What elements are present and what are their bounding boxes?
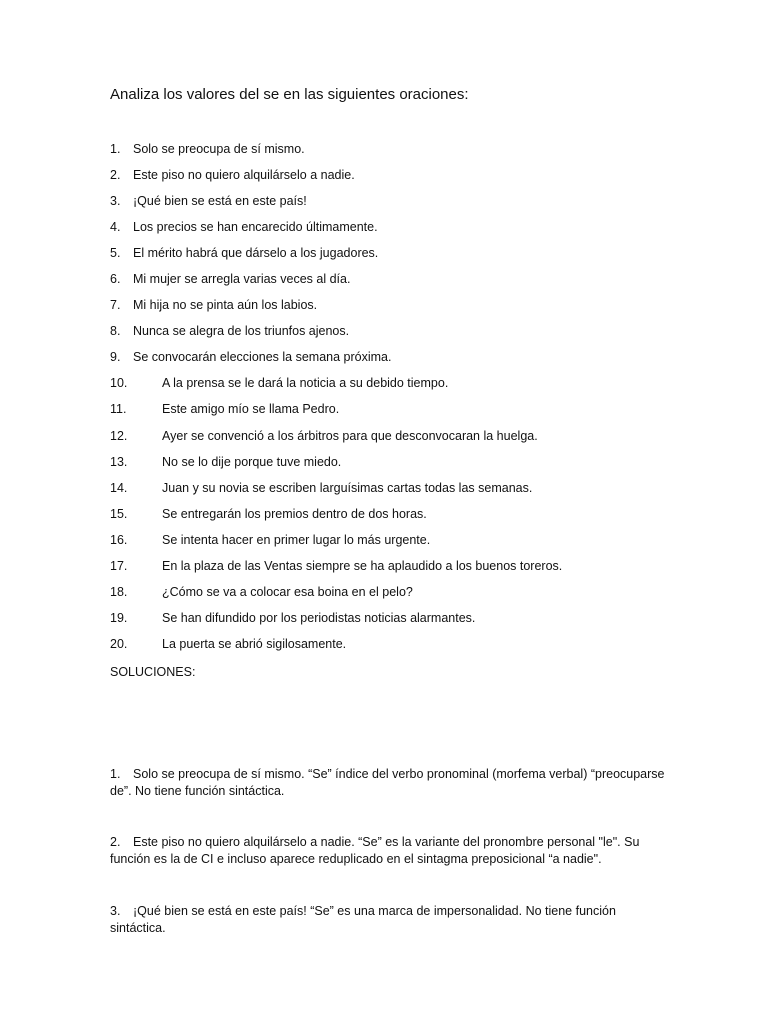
item-number: 17. [110, 558, 128, 573]
item-text: Este amigo mío se llama Pedro. [162, 402, 340, 417]
list-item [110, 584, 562, 610]
item-text: Se convocarán elecciones la semana próxima. [133, 350, 392, 365]
item-number: 15. [110, 506, 128, 521]
list-item [110, 141, 562, 167]
list-item [110, 636, 562, 662]
item-text: En la plaza de las Ventas siempre se ha aplaudido a los buenos toreros. [162, 558, 563, 573]
item-text: ¿Cómo se va a colocar esa boina en el pelo? [162, 584, 413, 599]
item-text: Nunca se alegra de los triunfos ajenos. [133, 324, 350, 339]
item-text: Este piso no quiero alquilárselo a nadie. [133, 168, 355, 183]
item-text: A la prensa se le dará la noticia a su debido tiempo. [162, 376, 449, 391]
item-number: 19. [110, 610, 128, 625]
solution-number: 3. [110, 904, 121, 918]
item-text: ¡Qué bien se está en este país! [133, 194, 307, 209]
item-text: Mi hija no se pinta aún los labios. [133, 298, 318, 313]
list-item [110, 349, 562, 375]
list-item [110, 610, 562, 636]
list-item [110, 506, 562, 532]
item-number: 8. [110, 324, 121, 339]
solution-number: 2. [110, 835, 121, 849]
solution-paragraph [110, 766, 670, 800]
list-item [110, 532, 562, 558]
list-item [110, 245, 562, 271]
list-item [110, 428, 562, 454]
item-number: 16. [110, 532, 128, 547]
item-number: 20. [110, 636, 128, 651]
item-text: Se entregarán los premios dentro de dos horas. [162, 506, 427, 521]
list-item [110, 323, 562, 349]
list-item [110, 219, 562, 245]
item-number: 12. [110, 428, 128, 443]
list-item [110, 167, 562, 193]
list-item [110, 454, 562, 480]
sentence-list [110, 141, 562, 662]
item-number: 6. [110, 272, 121, 287]
item-text: Los precios se han encarecido últimamente. [133, 220, 378, 235]
item-text: Mi mujer se arregla varias veces al día. [133, 272, 351, 287]
item-text: Se han difundido por los periodistas noticias alarmantes. [162, 610, 476, 625]
item-number: 9. [110, 350, 121, 365]
list-item [110, 401, 562, 427]
item-text: Ayer se convenció a los árbitros para que desconvocaran la huelga. [162, 428, 538, 443]
item-number: 11. [110, 402, 127, 417]
solution-paragraph [110, 903, 670, 937]
item-number: 18. [110, 584, 128, 599]
item-text: El mérito habrá que dárselo a los jugadores. [133, 246, 379, 261]
page-title: Analiza los valores del se en las siguientes oraciones: [110, 86, 469, 103]
item-text: Juan y su novia se escriben larguísimas cartas todas las semanas. [162, 480, 533, 495]
list-item [110, 480, 562, 506]
item-text: La puerta se abrió sigilosamente. [162, 636, 347, 651]
item-number: 4. [110, 220, 121, 235]
list-item [110, 558, 562, 584]
item-number: 10. [110, 376, 128, 391]
item-number: 3. [110, 194, 121, 209]
item-number: 2. [110, 168, 121, 183]
solution-text: Solo se preocupa de sí mismo. “Se” índice del verbo pronominal (morfema verbal) “preocuparse de”. No tiene función sintáctica. [110, 767, 665, 798]
item-number: 1. [110, 142, 121, 156]
item-number: 7. [110, 298, 121, 313]
list-item [110, 375, 562, 401]
item-number: 5. [110, 246, 121, 261]
item-text: Solo se preocupa de sí mismo. [133, 142, 305, 156]
solutions-heading: SOLUCIONES: [110, 665, 196, 679]
item-number: 13. [110, 454, 128, 469]
solution-text: Este piso no quiero alquilárselo a nadie. “Se” es la variante del pronombre personal "le". Su función es la de CI e incluso aparece reduplicado en el sintagma preposicional “a nadie". [110, 835, 640, 866]
list-item [110, 297, 562, 323]
item-text: No se lo dije porque tuve miedo. [162, 454, 342, 469]
solution-number: 1. [110, 767, 121, 781]
solution-paragraph [110, 834, 670, 868]
item-number: 14. [110, 480, 128, 495]
list-item [110, 193, 562, 219]
item-text: Se intenta hacer en primer lugar lo más urgente. [162, 532, 431, 547]
list-item [110, 271, 562, 297]
solution-text: ¡Qué bien se está en este país! “Se” es una marca de impersonalidad. No tiene función sintáctica. [110, 904, 616, 935]
